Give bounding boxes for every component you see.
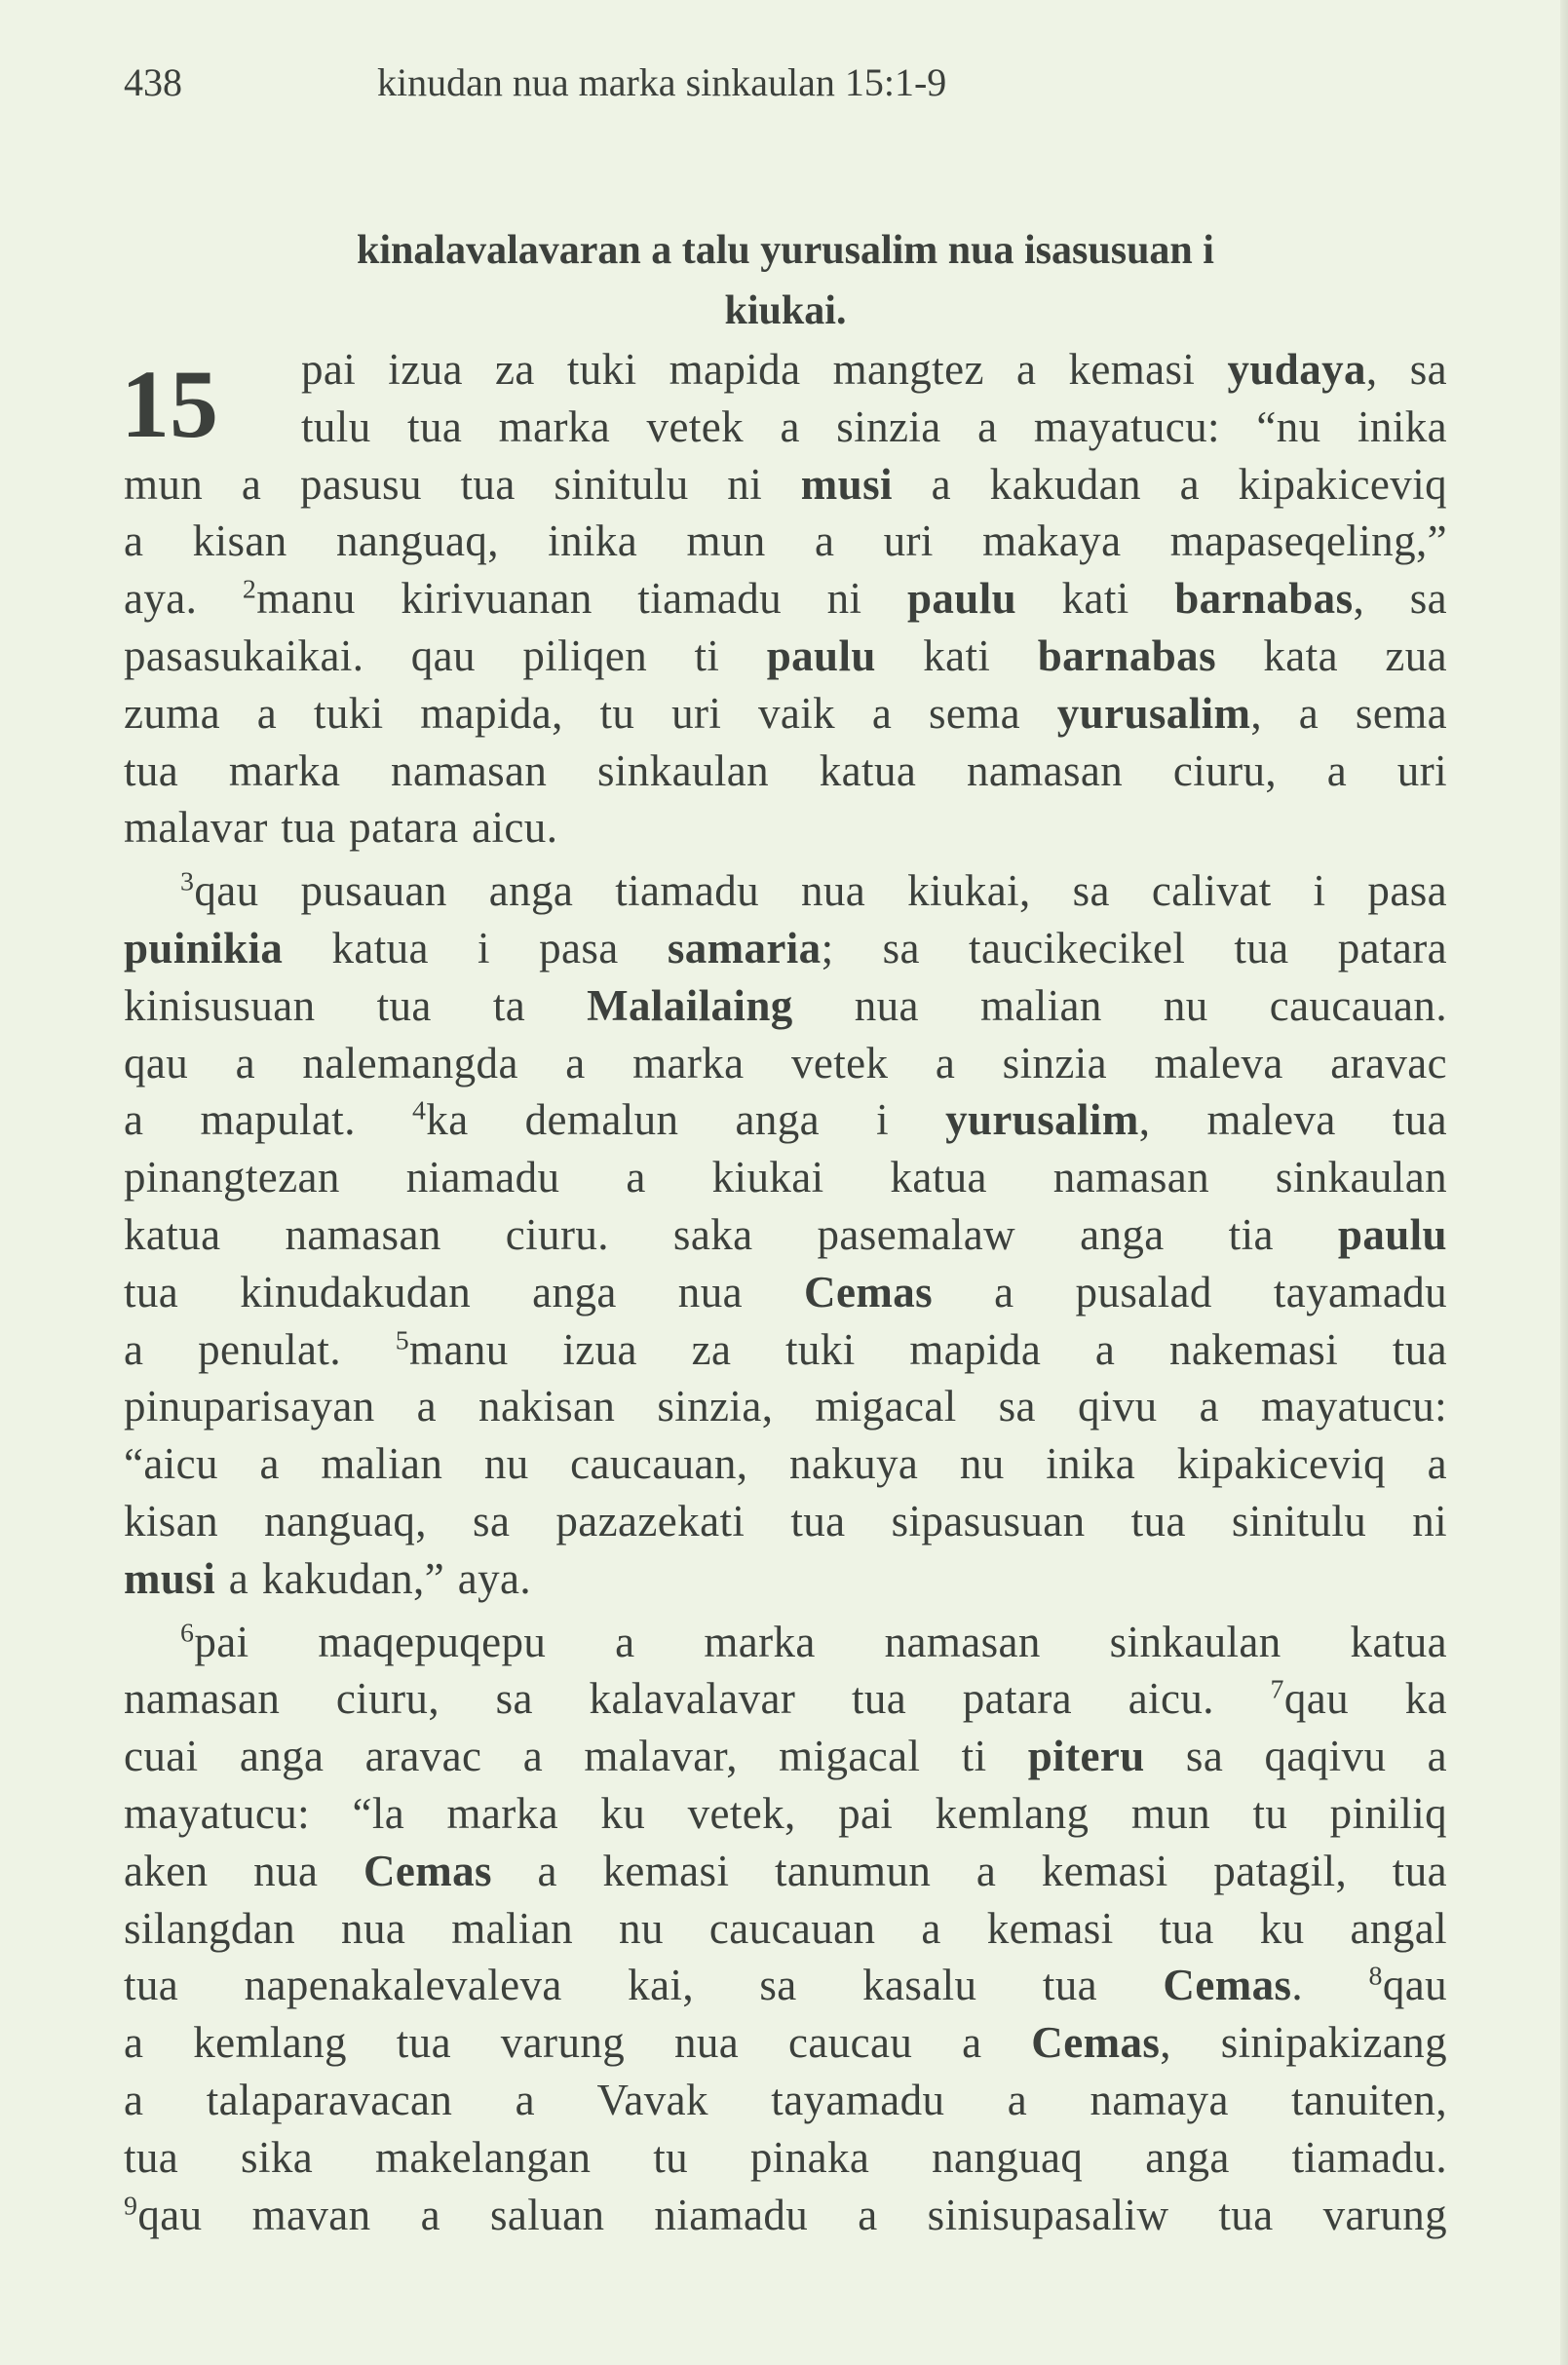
text-line [124,2187,1447,2244]
text-run: tua kinudakudan anga nua [124,1267,805,1316]
bold-name: musi [124,1553,216,1603]
text-line [124,1035,1447,1092]
bold-name: Cemas [1163,1961,1292,2010]
verse-number: 8 [1368,1961,1383,1992]
text-line [124,1493,1447,1550]
text-run: tulu tua marka vetek a sinzia a mayatucu: “nu inika [301,401,1447,451]
text-run: a kakudan a kipakiceviq [892,459,1448,509]
verse-number: 2 [242,574,257,605]
text-line [124,1149,1447,1206]
text-run: katua namasan ciuru. saka pasemalaw anga tia [124,1209,1338,1259]
text-run: pasasukaikai. qau piliqen ti [124,630,767,680]
text-line [124,1843,1447,1900]
text-run: ; sa taucikecikel tua patara [821,923,1448,973]
text-run: katua i pasa [283,923,668,973]
text-run: pinuparisayan a nakisan sinzia, migacal sa qivu a mayatucu: [124,1382,1447,1431]
text-line [124,1321,1447,1379]
text-run: ka demalun anga i [426,1095,946,1145]
text-run: manu izua za tuki mapida a nakemasi tua [409,1324,1447,1374]
text-line [124,1728,1447,1785]
text-run: namasan ciuru, sa kalavalavar tua patara aicu. [124,1674,1271,1724]
chapter-number: 15 [121,350,218,458]
text-run: a pusalad tayamadu [933,1267,1447,1316]
text-run: , maleva tua [1138,1095,1448,1145]
text-line [124,2014,1447,2072]
text-line [124,1670,1447,1728]
text-line [124,1206,1447,1264]
text-run: pinangtezan niamadu a kiukai katua namasan sinkaulan [124,1153,1447,1202]
text-line [124,456,1447,514]
text-run: sa qaqivu a [1144,1732,1447,1781]
text-line [124,920,1447,977]
bold-name: piteru [1027,1732,1145,1781]
bold-name: paulu [1337,1209,1447,1259]
text-run: qau ka [1283,1674,1447,1724]
text-run: . [1291,1961,1369,2010]
text-run: , sinipakizang [1160,2018,1447,2068]
text-run: pai izua za tuki mapida mangtez a kemasi [301,345,1228,394]
text-line [124,1957,1447,2014]
text-line [124,1550,1447,1608]
text-run: qau pusauan anga tiamadu nua kiukai, sa calivat i pasa [194,866,1447,916]
text-line [124,1435,1447,1493]
text-run: mayatucu: “la marka ku vetek, pai kemlang mun tu piniliq [124,1788,1447,1838]
text-line [124,570,1447,628]
text-run: a kisan nanguaq, inika mun a uri makaya mapaseqeling,” [124,516,1447,566]
bold-name: samaria [667,923,822,973]
running-title: kinudan nua marka sinkaulan 15:1-9 [377,60,947,104]
text-line [124,341,1447,399]
text-line [124,628,1447,685]
text-run: a talaparavacan a Vavak tayamadu a namaya tanuiten, [124,2075,1447,2124]
text-run: , sa [1353,574,1447,624]
bold-name: barnabas [1174,574,1354,624]
text-run: kisan nanguaq, sa pazazekati tua sipasusuan tua sinitulu ni [124,1496,1447,1545]
verse-number: 9 [124,2191,138,2222]
text-line [124,799,1447,857]
text-run: nua malian nu caucauan. [792,980,1447,1030]
bold-name: Cemas [804,1267,934,1316]
text-line [124,1264,1447,1321]
text-run: qau a nalemangda a marka vetek a sinzia maleva aravac [124,1038,1447,1087]
verse-number: 5 [395,1325,410,1356]
text-run: qau [1382,1961,1447,2010]
bold-name: barnabas [1037,630,1216,680]
page-number: 438 [124,60,182,104]
text-run: manu kirivuanan tiamadu ni [256,574,907,624]
text-line [124,1900,1447,1958]
verse-number: 4 [411,1096,427,1127]
bold-name: Cemas [1031,2018,1161,2068]
text-run: aya. [124,574,243,624]
text-line [124,2129,1447,2187]
text-run: silangdan nua malian nu caucauan a kemasi tua ku angal [124,1903,1447,1953]
text-run: aken nua [124,1846,363,1895]
text-run: a kemlang tua varung nua caucau a [124,2018,1032,2068]
text-run: “aicu a malian nu caucauan, nakuya nu inika kipakiceviq a [124,1439,1447,1489]
verse-number: 3 [180,866,195,897]
running-header [124,57,947,109]
text-run: a mapulat. [124,1095,412,1145]
text-run: kati [875,630,1038,680]
text-line [124,399,1447,456]
text-line [124,862,1447,920]
bold-name: yurusalim [945,1095,1139,1145]
text-run: kata zua [1216,630,1447,680]
text-line [124,685,1447,743]
section-heading-line: kinalavalavaran a talu yurusalim nua isasusuan i [357,228,1214,273]
text-line [124,1614,1447,1671]
text-run: a penulat. [124,1324,396,1374]
text-run: kinisusuan tua ta [124,980,588,1030]
text-run: a kakudan,” aya. [215,1553,532,1603]
text-run: qau mavan a saluan niamadu a sinisupasaliw tua varung [137,2190,1447,2239]
text-line [124,1378,1447,1435]
bold-name: Malailaing [587,980,793,1030]
verse-number: 7 [1270,1674,1284,1705]
text-run: pai maqepuqepu a marka namasan sinkaulan katua [194,1617,1447,1666]
section-heading-line: kiukai. [724,288,847,333]
bold-name: musi [800,459,893,509]
text-run: a kemasi tanumun a kemasi patagil, tua [491,1846,1447,1895]
text-line [124,977,1447,1035]
bold-name: paulu [906,574,1017,624]
text-run: zuma a tuki mapida, tu uri vaik a sema [124,688,1057,738]
text-run: malavar tua patara aicu. [124,803,558,853]
bold-name: Cemas [363,1846,492,1895]
text-line [124,2072,1447,2129]
text-run: cuai anga aravac a malavar, migacal ti [124,1732,1028,1781]
body-text [124,341,1447,2243]
verse-number: 6 [180,1618,195,1649]
text-line [124,743,1447,800]
text-run: tua napenakalevaleva kai, sa kasalu tua [124,1961,1164,2010]
text-run: kati [1016,574,1175,624]
text-run: mun a pasusu tua sinitulu ni [124,459,801,509]
bold-name: yurusalim [1056,688,1251,738]
text-run: tua sika makelangan tu pinaka nanguaq anga tiamadu. [124,2132,1447,2182]
text-line [124,1785,1447,1843]
page-edge [1560,0,1568,2365]
bold-name: paulu [766,630,876,680]
section-heading [124,220,1447,341]
text-run: tua marka namasan sinkaulan katua namasan ciuru, a uri [124,745,1447,795]
bold-name: yudaya [1227,345,1366,394]
bold-name: puinikia [124,923,284,973]
text-line [124,1091,1447,1149]
text-line [124,513,1447,570]
text-run: , sa [1365,345,1447,394]
text-run: , a sema [1250,688,1447,738]
